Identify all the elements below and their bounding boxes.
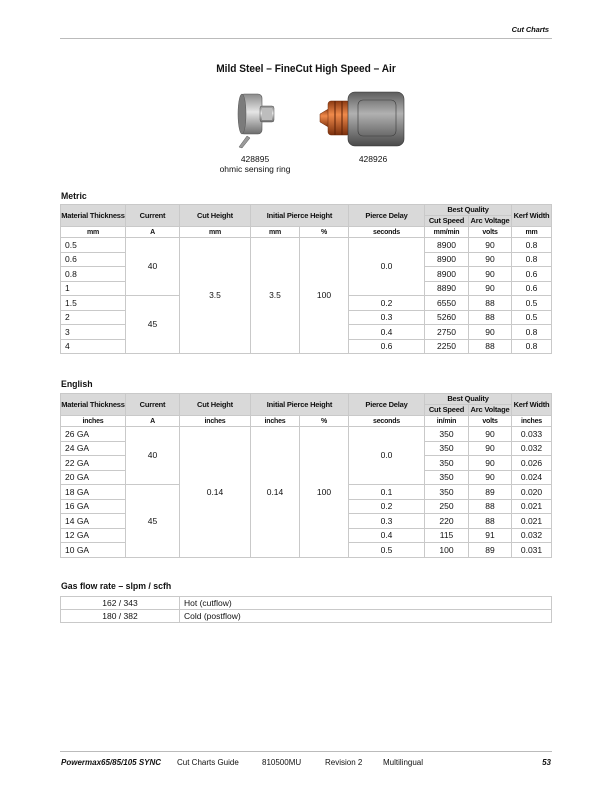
col-current: Current (126, 205, 180, 227)
col-pierce-delay: Pierce Delay (349, 205, 425, 227)
pierce-delay-cell: 0.0 (349, 238, 425, 296)
speed-cell: 8900 (425, 267, 469, 282)
kerf-cell: 0.026 (512, 456, 552, 471)
english-section-title: English (61, 379, 93, 390)
kerf-cell: 0.5 (512, 296, 552, 311)
gas-flow-title: Gas flow rate – slpm / scfh (61, 581, 172, 592)
voltage-cell: 90 (469, 456, 512, 471)
speed-cell: 8900 (425, 238, 469, 253)
current-cell: 40 (126, 427, 180, 485)
unit-cell: inches (180, 416, 251, 427)
voltage-cell: 88 (469, 310, 512, 325)
gas-flow-label: Hot (cutflow) (180, 597, 552, 610)
voltage-cell: 90 (469, 281, 512, 296)
header-divider (60, 38, 552, 39)
speed-cell: 5260 (425, 310, 469, 325)
units-row (61, 227, 552, 238)
col-initial-pierce-height: Initial Pierce Height (251, 205, 349, 227)
kerf-cell: 0.8 (512, 238, 552, 253)
col-material-thickness: Material Thickness (61, 205, 126, 227)
speed-cell: 8890 (425, 281, 469, 296)
unit-cell: mm (251, 227, 300, 238)
thickness-cell: 4 (61, 339, 126, 354)
kerf-cell: 0.032 (512, 441, 552, 456)
col-best-quality: Best Quality (425, 205, 512, 216)
speed-cell: 6550 (425, 296, 469, 311)
pierce-delay-cell: 0.1 (349, 485, 425, 500)
col-cut-height: Cut Height (180, 205, 251, 227)
thickness-cell: 18 GA (61, 485, 126, 500)
unit-cell: mm (180, 227, 251, 238)
voltage-cell: 90 (469, 238, 512, 253)
thickness-cell: 10 GA (61, 543, 126, 558)
col-kerf-width: Kerf Width (512, 394, 552, 416)
voltage-cell: 90 (469, 252, 512, 267)
voltage-cell: 90 (469, 267, 512, 282)
kerf-cell: 0.020 (512, 485, 552, 500)
kerf-cell: 0.6 (512, 267, 552, 282)
col-cut-speed: Cut Speed (425, 405, 469, 416)
table-row (61, 597, 552, 610)
unit-cell: inches (61, 416, 126, 427)
gas-flow-value: 162 / 343 (61, 597, 180, 610)
voltage-cell: 90 (469, 441, 512, 456)
metric-section-title: Metric (61, 191, 87, 202)
voltage-cell: 89 (469, 543, 512, 558)
unit-cell: % (300, 227, 349, 238)
thickness-cell: 1 (61, 281, 126, 296)
unit-cell: volts (469, 416, 512, 427)
kerf-cell: 0.021 (512, 499, 552, 514)
col-cut-height: Cut Height (180, 394, 251, 416)
kerf-cell: 0.032 (512, 528, 552, 543)
col-kerf-width: Kerf Width (512, 205, 552, 227)
speed-cell: 115 (425, 528, 469, 543)
part-ohmic-ring (205, 154, 305, 174)
speed-cell: 350 (425, 485, 469, 500)
current-cell: 45 (126, 296, 180, 354)
pierce-delay-cell: 0.3 (349, 514, 425, 529)
kerf-cell: 0.6 (512, 281, 552, 296)
thickness-cell: 14 GA (61, 514, 126, 529)
voltage-cell: 88 (469, 339, 512, 354)
kerf-cell: 0.8 (512, 325, 552, 340)
unit-cell: inches (512, 416, 552, 427)
thickness-cell: 1.5 (61, 296, 126, 311)
thickness-cell: 3 (61, 325, 126, 340)
unit-cell: volts (469, 227, 512, 238)
thickness-cell: 20 GA (61, 470, 126, 485)
unit-cell: A (126, 227, 180, 238)
thickness-cell: 0.5 (61, 238, 126, 253)
thickness-cell: 16 GA (61, 499, 126, 514)
section-header: Cut Charts (511, 25, 549, 34)
unit-cell: mm/min (425, 227, 469, 238)
col-material-thickness: Material Thickness (61, 394, 126, 416)
unit-cell: seconds (349, 227, 425, 238)
cut-height-cell: 0.14 (180, 427, 251, 558)
speed-cell: 100 (425, 543, 469, 558)
metric-cut-table (60, 204, 552, 354)
part-nozzle (338, 154, 408, 164)
col-best-quality: Best Quality (425, 394, 512, 405)
footer-language: Multilingual (383, 758, 424, 767)
english-cut-table (60, 393, 552, 558)
gas-flow-value: 180 / 382 (61, 610, 180, 623)
voltage-cell: 88 (469, 296, 512, 311)
speed-cell: 8900 (425, 252, 469, 267)
voltage-cell: 90 (469, 325, 512, 340)
pierce-delay-cell: 0.0 (349, 427, 425, 485)
part-description: ohmic sensing ring (219, 164, 291, 174)
pierce-height-cell: 3.5 (251, 238, 300, 354)
voltage-cell: 88 (469, 514, 512, 529)
voltage-cell: 90 (469, 470, 512, 485)
thickness-cell: 24 GA (61, 441, 126, 456)
footer-part-number: 810500MU (262, 758, 302, 767)
nozzle-assembly-image (318, 88, 408, 150)
voltage-cell: 88 (469, 499, 512, 514)
kerf-cell: 0.5 (512, 310, 552, 325)
pierce-delay-cell: 0.6 (349, 339, 425, 354)
voltage-cell: 91 (469, 528, 512, 543)
kerf-cell: 0.021 (512, 514, 552, 529)
footer-guide: Cut Charts Guide (177, 758, 239, 767)
table-row (61, 238, 552, 253)
unit-cell: mm (512, 227, 552, 238)
pierce-delay-cell: 0.2 (349, 296, 425, 311)
col-current: Current (126, 394, 180, 416)
unit-cell: inches (251, 416, 300, 427)
col-pierce-delay: Pierce Delay (349, 394, 425, 416)
ohmic-ring-image (233, 90, 281, 150)
pierce-delay-cell: 0.3 (349, 310, 425, 325)
pierce-height-cell: 0.14 (251, 427, 300, 558)
pierce-pct-cell: 100 (300, 427, 349, 558)
speed-cell: 350 (425, 470, 469, 485)
current-cell: 40 (126, 238, 180, 296)
footer-product: Powermax65/85/105 SYNC (61, 758, 162, 767)
voltage-cell: 90 (469, 427, 512, 442)
footer-revision: Revision 2 (325, 758, 363, 767)
thickness-cell: 26 GA (61, 427, 126, 442)
thickness-cell: 0.6 (61, 252, 126, 267)
kerf-cell: 0.8 (512, 339, 552, 354)
col-arc-voltage: Arc Voltage (469, 216, 512, 227)
page-number: 53 (542, 758, 551, 767)
unit-cell: seconds (349, 416, 425, 427)
units-row (61, 416, 552, 427)
speed-cell: 350 (425, 441, 469, 456)
thickness-cell: 0.8 (61, 267, 126, 282)
speed-cell: 250 (425, 499, 469, 514)
thickness-cell: 22 GA (61, 456, 126, 471)
part-number: 428926 (358, 154, 388, 164)
pierce-pct-cell: 100 (300, 238, 349, 354)
voltage-cell: 89 (469, 485, 512, 500)
speed-cell: 350 (425, 456, 469, 471)
kerf-cell: 0.024 (512, 470, 552, 485)
page-title: Mild Steel – FineCut High Speed – Air (216, 63, 396, 75)
kerf-cell: 0.8 (512, 252, 552, 267)
part-number: 428895 (240, 154, 270, 164)
col-cut-speed: Cut Speed (425, 216, 469, 227)
speed-cell: 2750 (425, 325, 469, 340)
table-row (61, 610, 552, 623)
pierce-delay-cell: 0.4 (349, 528, 425, 543)
speed-cell: 350 (425, 427, 469, 442)
gas-flow-label: Cold (postflow) (180, 610, 552, 623)
kerf-cell: 0.031 (512, 543, 552, 558)
col-initial-pierce-height: Initial Pierce Height (251, 394, 349, 416)
col-arc-voltage: Arc Voltage (469, 405, 512, 416)
table-row (61, 427, 552, 442)
speed-cell: 220 (425, 514, 469, 529)
pierce-delay-cell: 0.4 (349, 325, 425, 340)
footer-divider (60, 751, 552, 752)
gas-flow-table (60, 596, 552, 623)
pierce-delay-cell: 0.2 (349, 499, 425, 514)
unit-cell: in/min (425, 416, 469, 427)
unit-cell: A (126, 416, 180, 427)
unit-cell: % (300, 416, 349, 427)
cut-height-cell: 3.5 (180, 238, 251, 354)
thickness-cell: 12 GA (61, 528, 126, 543)
thickness-cell: 2 (61, 310, 126, 325)
speed-cell: 2250 (425, 339, 469, 354)
current-cell: 45 (126, 485, 180, 558)
kerf-cell: 0.033 (512, 427, 552, 442)
unit-cell: mm (61, 227, 126, 238)
pierce-delay-cell: 0.5 (349, 543, 425, 558)
